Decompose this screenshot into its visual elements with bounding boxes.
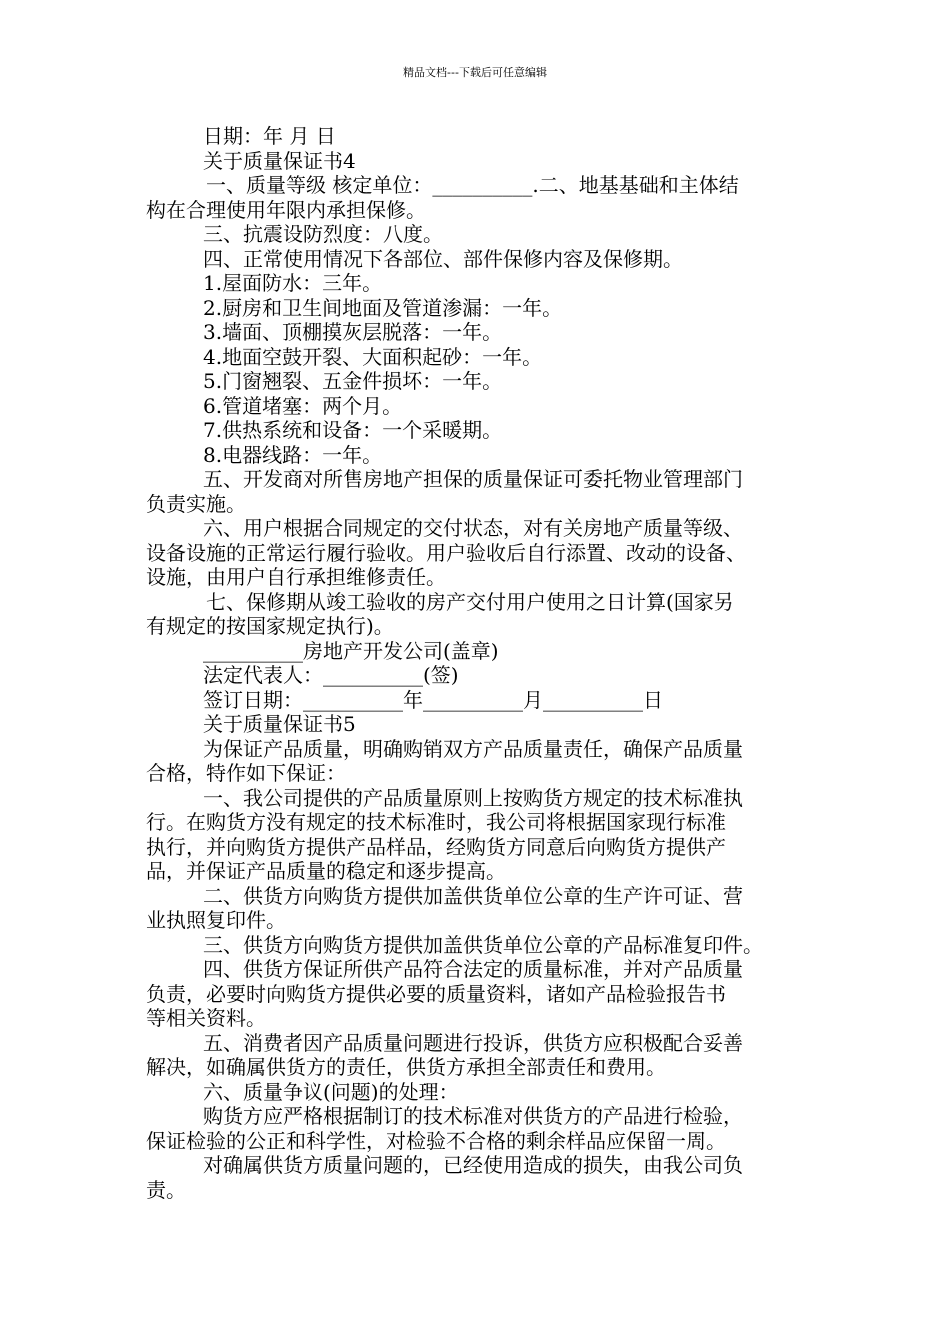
text-line: 品，并保证产品质量的稳定和逐步提高。 bbox=[146, 859, 506, 883]
text-line: 关于质量保证书4 bbox=[203, 148, 356, 173]
text-line: 负责，必要时向购货方提供必要的质量资料，诸如产品检验报告书 bbox=[146, 981, 726, 1006]
text-line: 日期：年 月 日 bbox=[203, 124, 336, 148]
text-line: 购货方应严格根据制订的技术标准对供货方的产品进行检验， bbox=[203, 1104, 743, 1128]
text-line: 三、供货方向购货方提供加盖供货单位公章的产品标准复印件。 bbox=[203, 932, 763, 957]
text-line: 解决，如确属供货方的责任，供货方承担全部责任和费用。 bbox=[146, 1055, 666, 1079]
text-line: 五、消费者因产品质量问题进行投诉，供货方应积极配合妥善 bbox=[203, 1030, 743, 1055]
document-body bbox=[146, 124, 811, 1202]
text-line: 对确属供货方质量问题的，已经使用造成的损失，由我公司负 bbox=[203, 1153, 743, 1177]
text-line: 一、我公司提供的产品质量原则上按购货方规定的技术标准执 bbox=[203, 785, 743, 810]
text-line: 关于质量保证书5 bbox=[203, 712, 356, 736]
text-line: 六、质量争议(问题)的处理： bbox=[203, 1079, 459, 1104]
text-line: 四、供货方保证所供产品符合法定的质量标准，并对产品质量 bbox=[203, 957, 743, 981]
text-line: 为保证产品质量，明确购销双方产品质量责任，确保产品质量 bbox=[203, 736, 743, 761]
text-line: 3.墙面、顶棚摸灰层脱落：一年。 bbox=[203, 320, 503, 344]
text-line: 等相关资料。 bbox=[146, 1006, 266, 1030]
text-line: 五、开发商对所售房地产担保的质量保证可委托物业管理部门 bbox=[203, 467, 743, 491]
text-line: 有规定的按国家规定执行)。 bbox=[146, 614, 394, 638]
text-line: 三、抗震设防烈度：八度。 bbox=[203, 222, 443, 246]
text-line: 二、供货方向购货方提供加盖供货单位公章的生产许可证、营 bbox=[203, 883, 743, 908]
text-line: 7.供热系统和设备：一个采暖期。 bbox=[203, 418, 503, 442]
text-line: __________房地产开发公司(盖章) bbox=[203, 638, 499, 663]
text-line: 1.屋面防水：三年。 bbox=[203, 271, 383, 295]
text-line: 执行，并向购货方提供产品样品，经购货方同意后向购货方提供产 bbox=[146, 834, 726, 859]
text-line: 6.管道堵塞：两个月。 bbox=[203, 393, 403, 418]
text-line: 法定代表人：__________(签) bbox=[203, 663, 459, 687]
text-line: 4.地面空鼓开裂、大面积起砂：一年。 bbox=[203, 344, 543, 369]
text-line: 设备设施的正常运行履行验收。用户验收后自行添置、改动的设备、 bbox=[146, 540, 746, 565]
text-line: 保证检验的公正和科学性，对检验不合格的剩余样品应保留一周。 bbox=[146, 1128, 726, 1153]
text-line: 六、用户根据合同规定的交付状态，对有关房地产质量等级、 bbox=[203, 516, 743, 540]
text-line: 责。 bbox=[146, 1177, 186, 1202]
text-line: 一、质量等级 核定单位：__________.二、地基基础和主体结 bbox=[206, 173, 739, 197]
text-line: 四、正常使用情况下各部位、部件保修内容及保修期。 bbox=[203, 246, 683, 271]
text-line: 行。在购货方没有规定的技术标准时，我公司将根据国家现行标准 bbox=[146, 810, 726, 834]
text-line: 5.门窗翘裂、五金件损坏：一年。 bbox=[203, 369, 503, 393]
text-line: 8.电器线路：一年。 bbox=[203, 442, 383, 467]
text-line: 签订日期：__________年__________月__________日 bbox=[203, 687, 663, 712]
text-line: 合格，特作如下保证： bbox=[146, 761, 346, 785]
text-line: 构在合理使用年限内承担保修。 bbox=[146, 197, 426, 222]
text-line: 负责实施。 bbox=[146, 491, 246, 516]
text-line: 业执照复印件。 bbox=[146, 908, 286, 932]
text-line: 2.厨房和卫生间地面及管道渗漏：一年。 bbox=[203, 295, 563, 320]
text-line: 设施，由用户自行承担维修责任。 bbox=[146, 565, 446, 589]
text-line: 七、保修期从竣工验收的房产交付用户使用之日计算(国家另 bbox=[206, 589, 734, 614]
page-header-note: 精品文档---下载后可任意编辑 bbox=[403, 66, 547, 79]
